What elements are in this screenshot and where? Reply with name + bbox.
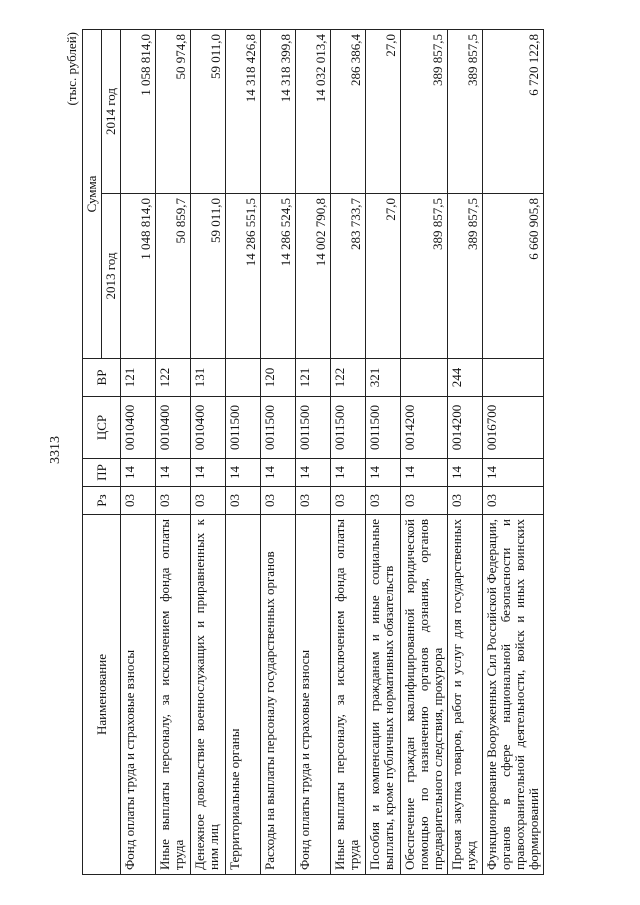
row-vr: 122 (331, 359, 366, 397)
table-row (226, 30, 261, 875)
row-rz: 03 (261, 487, 296, 515)
row-sum-2014: 59 011,0 (191, 30, 226, 194)
table-row (261, 30, 296, 875)
table-row (483, 30, 544, 875)
row-rz: 03 (448, 487, 483, 515)
row-csr: 0011500 (296, 397, 331, 459)
row-vr (483, 359, 544, 397)
row-vr (226, 359, 261, 397)
row-sum-2014: 389 857,5 (401, 30, 448, 194)
row-name: Территориальные органы (226, 515, 261, 875)
row-name: Расходы на выплаты персоналу государственных органов (261, 515, 296, 875)
row-sum-2014: 14 318 399,8 (261, 30, 296, 194)
row-csr: 0010400 (156, 397, 191, 459)
row-rz: 03 (121, 487, 156, 515)
row-sum-2014: 389 857,5 (448, 30, 483, 194)
row-vr: 131 (191, 359, 226, 397)
header-vr: ВР (83, 359, 121, 397)
row-csr: 0011500 (331, 397, 366, 459)
header-name: Наименование (83, 515, 121, 875)
row-rz: 03 (296, 487, 331, 515)
row-csr: 0010400 (191, 397, 226, 459)
row-rz: 03 (226, 487, 261, 515)
row-sum-2013: 14 286 524,5 (261, 194, 296, 359)
row-rz: 03 (191, 487, 226, 515)
table-row (121, 30, 156, 875)
row-name: Иные выплаты персоналу, за исключением фонда оплаты труда (331, 515, 366, 875)
table-row (401, 30, 448, 875)
row-vr: 122 (156, 359, 191, 397)
header-pr: ПР (83, 459, 121, 487)
row-sum-2013: 27,0 (366, 194, 401, 359)
row-rz: 03 (156, 487, 191, 515)
row-csr: 0016700 (483, 397, 544, 459)
row-csr: 0011500 (226, 397, 261, 459)
row-vr: 121 (296, 359, 331, 397)
row-name: Фонд оплаты труда и страховые взносы (121, 515, 156, 875)
row-sum-2013: 14 002 790,8 (296, 194, 331, 359)
table-row (331, 30, 366, 875)
row-sum-2013: 59 011,0 (191, 194, 226, 359)
row-pr: 14 (226, 459, 261, 487)
row-vr: 121 (121, 359, 156, 397)
budget-table (82, 29, 544, 875)
row-sum-2013: 50 859,7 (156, 194, 191, 359)
row-pr: 14 (331, 459, 366, 487)
row-pr: 14 (261, 459, 296, 487)
header-2013: 2013 год (102, 194, 121, 359)
row-sum-2014: 14 032 013,4 (296, 30, 331, 194)
row-sum-2013: 14 286 551,5 (226, 194, 261, 359)
row-sum-2014: 50 974,8 (156, 30, 191, 194)
row-pr: 14 (156, 459, 191, 487)
row-vr (401, 359, 448, 397)
rotated-page-content (60, 30, 605, 875)
table-row (366, 30, 401, 875)
row-rz: 03 (331, 487, 366, 515)
row-sum-2013: 6 660 905,8 (483, 194, 544, 359)
header-rz: Рз (83, 487, 121, 515)
row-rz: 03 (483, 487, 544, 515)
units-label: (тыс. рублей) (64, 32, 79, 106)
row-name: Функционирование Вооруженных Сил Российской Федерации, органов в сфере национальной безопасности и правоохранительной деятельности, войск и иных воинских формирований (483, 515, 544, 875)
row-name: Денежное довольствие военнослужащих и приравненных к ним лиц (191, 515, 226, 875)
row-vr: 321 (366, 359, 401, 397)
row-vr: 244 (448, 359, 483, 397)
row-csr: 0011500 (261, 397, 296, 459)
row-sum-2014: 27,0 (366, 30, 401, 194)
row-pr: 14 (121, 459, 156, 487)
row-name: Иные выплаты персоналу, за исключением фонда оплаты труда (156, 515, 191, 875)
row-rz: 03 (366, 487, 401, 515)
header-sum: Сумма (83, 30, 102, 359)
header-csr: ЦСР (83, 397, 121, 459)
row-csr: 0010400 (121, 397, 156, 459)
header-2014: 2014 год (102, 30, 121, 194)
row-name: Обеспечение граждан квалифицированной юридической помощью по назначению органов дознания, органов предварительного следствия, прокурора (401, 515, 448, 875)
row-sum-2013: 1 048 814,0 (121, 194, 156, 359)
row-sum-2013: 283 733,7 (331, 194, 366, 359)
row-name: Фонд оплаты труда и страховые взносы (296, 515, 331, 875)
row-sum-2013: 389 857,5 (448, 194, 483, 359)
row-csr: 0014200 (448, 397, 483, 459)
row-pr: 14 (366, 459, 401, 487)
table-row (191, 30, 226, 875)
row-sum-2013: 389 857,5 (401, 194, 448, 359)
row-sum-2014: 286 386,4 (331, 30, 366, 194)
row-sum-2014: 6 720 122,8 (483, 30, 544, 194)
row-name: Пособия и компенсации гражданам и иные социальные выплаты, кроме публичных нормативных обязательств (366, 515, 401, 875)
row-pr: 14 (296, 459, 331, 487)
table-row (448, 30, 483, 875)
row-csr: 0011500 (366, 397, 401, 459)
row-name: Прочая закупка товаров, работ и услуг для государственных нужд (448, 515, 483, 875)
row-pr: 14 (191, 459, 226, 487)
table-row (296, 30, 331, 875)
table-row (156, 30, 191, 875)
row-sum-2014: 1 058 814,0 (121, 30, 156, 194)
row-rz: 03 (401, 487, 448, 515)
page-number: 3313 (48, 436, 63, 464)
row-pr: 14 (448, 459, 483, 487)
row-pr: 14 (483, 459, 544, 487)
row-vr: 120 (261, 359, 296, 397)
row-csr: 0014200 (401, 397, 448, 459)
row-sum-2014: 14 318 426,8 (226, 30, 261, 194)
row-pr: 14 (401, 459, 448, 487)
